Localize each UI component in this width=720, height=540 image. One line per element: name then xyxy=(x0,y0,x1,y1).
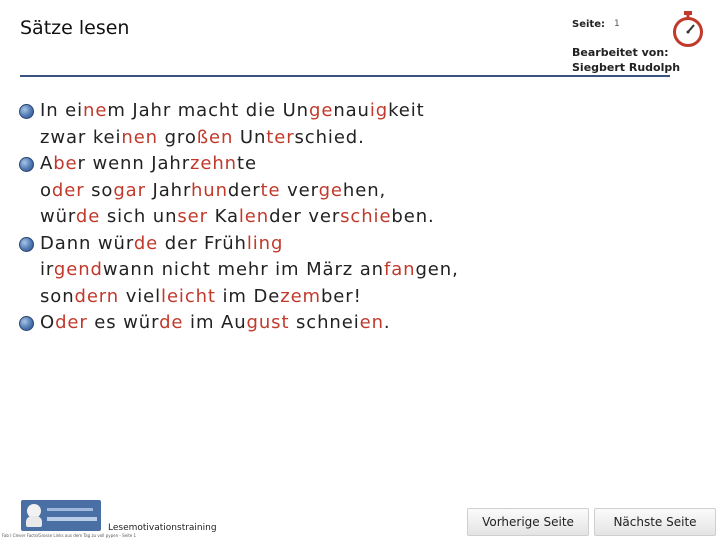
text-segment: viel xyxy=(119,285,162,307)
text-segment: sich un xyxy=(100,206,178,227)
bullet-icon xyxy=(19,104,34,119)
highlighted-syllable: ter xyxy=(266,126,295,148)
text-line xyxy=(40,127,365,148)
text-segment: der xyxy=(227,179,261,201)
highlighted-syllable: dern xyxy=(74,285,120,307)
highlighted-syllable: gar xyxy=(113,179,146,201)
highlighted-syllable: gend xyxy=(53,259,103,280)
text-segment: Un xyxy=(233,126,267,148)
text-segment: ir xyxy=(40,259,54,280)
text-segment: ben. xyxy=(391,206,435,227)
bullet-icon xyxy=(19,157,34,172)
text-segment: O xyxy=(40,312,56,333)
text-segment: ber! xyxy=(320,285,362,307)
text-line xyxy=(40,286,362,307)
text-segment: In ei xyxy=(40,100,84,121)
next-page-button[interactable]: Nächste Seite xyxy=(594,508,716,536)
text-line xyxy=(40,312,391,333)
text-segment: Dann wür xyxy=(40,232,134,254)
highlighted-syllable: len xyxy=(238,206,270,227)
highlighted-syllable: de xyxy=(133,232,159,254)
text-segment: gen, xyxy=(415,259,459,280)
text-segment: der Früh xyxy=(158,232,247,254)
text-segment: gro xyxy=(157,126,197,148)
highlighted-syllable: zehn xyxy=(190,153,237,174)
text-line xyxy=(40,180,386,201)
highlighted-syllable: leicht xyxy=(161,285,216,307)
text-line xyxy=(40,233,283,254)
footer-title: Lesemotivationstraining xyxy=(108,523,217,533)
highlighted-syllable: der xyxy=(51,179,85,201)
text-segment: im Au xyxy=(183,312,247,333)
footer-credit: Fab I Clever Facts/Grosse Links aus dem Tag zu voll pypen - Seite 1 xyxy=(2,533,137,538)
text-segment: r wenn Jahr xyxy=(77,153,191,174)
text-segment: A xyxy=(40,153,54,174)
stopwatch-icon[interactable] xyxy=(670,10,706,48)
text-segment: schnei xyxy=(289,312,360,333)
text-segment: wann nicht mehr im März an xyxy=(102,259,384,280)
page-number: 1 xyxy=(614,19,620,29)
highlighted-syllable: schie xyxy=(340,206,392,227)
highlighted-syllable: nen xyxy=(121,126,158,148)
highlighted-syllable: ge xyxy=(318,179,343,201)
highlighted-syllable: fan xyxy=(383,259,416,280)
text-line xyxy=(40,100,425,121)
bullet-icon xyxy=(19,316,34,331)
text-segment: der ver xyxy=(269,206,341,227)
text-segment: ver xyxy=(280,179,319,201)
highlighted-syllable: be xyxy=(53,153,78,174)
text-segment: te xyxy=(237,153,257,174)
author-name: Siegbert Rudolph xyxy=(572,61,681,74)
edited-by-label: Bearbeitet von: xyxy=(572,46,669,59)
text-segment: es wür xyxy=(87,312,160,333)
highlighted-syllable: ne xyxy=(83,100,108,121)
text-segment: hen, xyxy=(342,179,387,201)
highlighted-syllable: ig xyxy=(369,100,389,121)
text-segment: wür xyxy=(40,206,76,227)
text-line xyxy=(40,153,257,174)
text-segment: . xyxy=(383,312,391,333)
highlighted-syllable: gust xyxy=(246,312,290,333)
highlighted-syllable: ling xyxy=(246,232,284,254)
page-label: Seite: xyxy=(572,19,605,30)
text-segment: so xyxy=(84,179,114,201)
text-segment: zwar kei xyxy=(40,126,122,148)
highlighted-syllable: de xyxy=(159,312,184,333)
text-segment: schied. xyxy=(294,126,365,148)
highlighted-syllable: te xyxy=(260,179,281,201)
text-segment: nau xyxy=(333,100,370,121)
highlighted-syllable: der xyxy=(55,312,88,333)
text-segment: son xyxy=(40,285,75,307)
previous-page-button[interactable]: Vorherige Seite xyxy=(467,508,589,536)
text-line xyxy=(40,206,435,227)
highlighted-syllable: ßen xyxy=(196,126,234,148)
highlighted-syllable: hun xyxy=(190,179,228,201)
highlighted-syllable: de xyxy=(75,206,101,227)
chef-logo-icon xyxy=(21,500,101,531)
text-segment: m Jahr macht die Un xyxy=(107,100,309,121)
text-segment: o xyxy=(40,179,52,201)
highlighted-syllable: ge xyxy=(309,100,334,121)
highlighted-syllable: ser xyxy=(177,206,208,227)
text-segment: keit xyxy=(388,100,425,121)
text-segment: Ka xyxy=(207,206,239,227)
highlighted-syllable: en xyxy=(359,312,384,333)
highlighted-syllable: zem xyxy=(280,285,321,307)
text-segment: im De xyxy=(215,285,281,307)
bullet-icon xyxy=(19,237,34,252)
header-divider xyxy=(20,75,670,77)
text-line xyxy=(40,259,459,280)
page-title: Sätze lesen xyxy=(20,17,130,39)
text-segment: Jahr xyxy=(145,179,191,201)
